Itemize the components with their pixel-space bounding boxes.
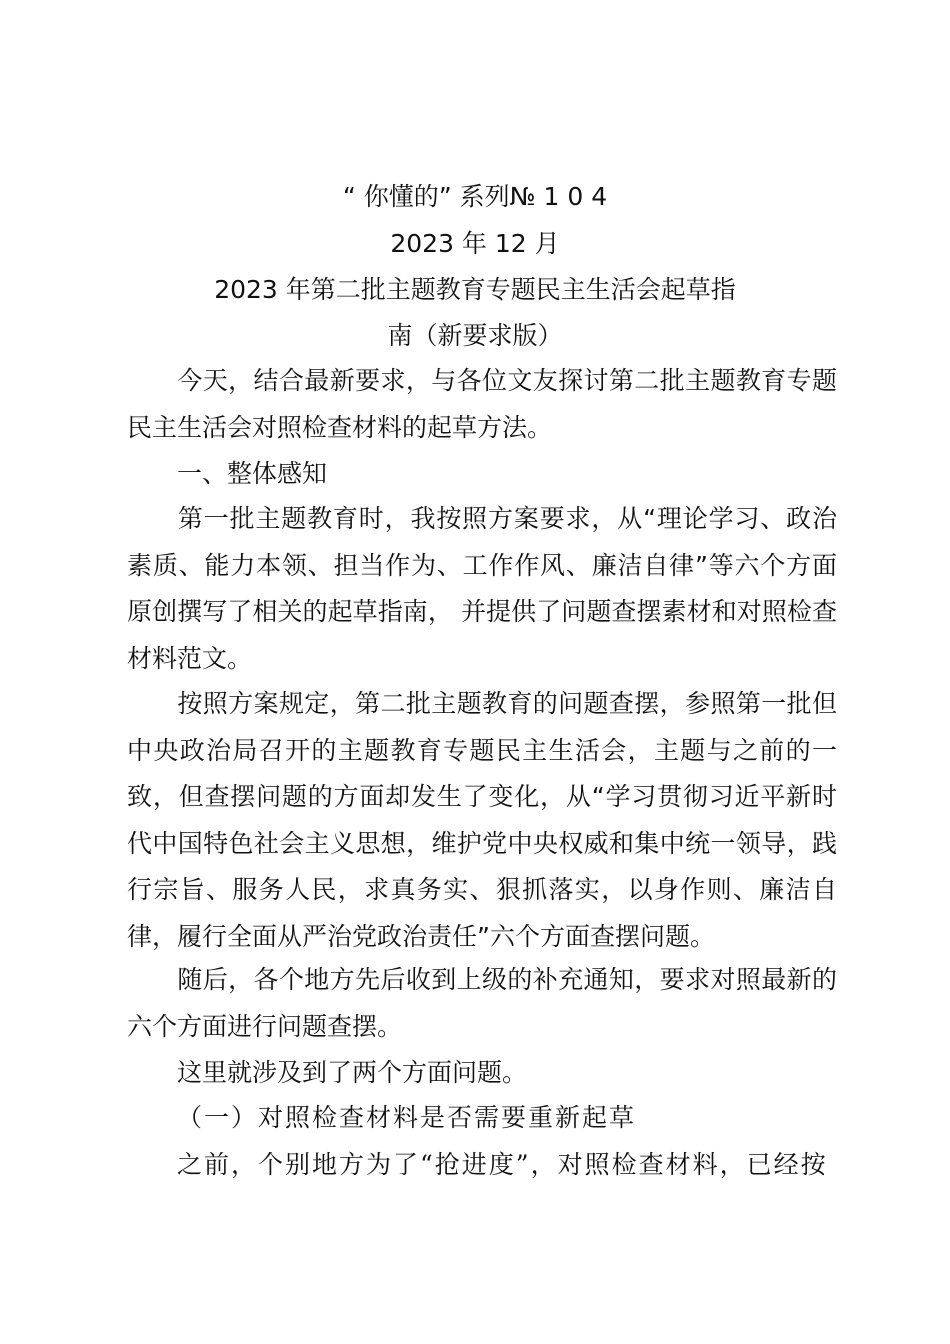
paragraph-notice: [127, 957, 837, 1050]
series-line: “ 你懂的” 系列№ 1 0 4: [342, 182, 608, 211]
paragraph-intro: [127, 358, 837, 451]
document-title-line-2: 南（新要求版）: [387, 321, 563, 350]
paragraph-notice-text: 随后，各个地方先后收到上级的补充通知，要求对照最新的六个方面进行问题查摆。: [127, 965, 837, 1041]
paragraph-first-batch-text: 第一批主题教育时，我按照方案要求，从“理论学习、政治素质、能力本领、担当作为、工作作风、廉洁自律”等六个方面原创撰写了相关的起草指南， 并提供了问题查摆素材和对照检查材料范文。: [127, 504, 837, 673]
section-heading-1: 一、整体感知: [177, 459, 328, 488]
document-title-line-1: 2023 年第二批主题教育专题民主生活会起草指: [214, 275, 736, 304]
date-line: 2023 年 12 月: [390, 229, 560, 258]
paragraph-first-batch: [127, 496, 837, 682]
paragraph-second-batch-text: 按照方案规定，第二批主题教育的问题查摆，参照第一批但中央政治局召开的主题教育专题民主生活会，主题与之前的一致，但查摆问题的方面却发生了变化，从“学习贯彻习近平新时代中国特色社会主义思想，维护党中央权威和集中统一领导，践行宗旨、服务人民，求真务实、狠抓落实，以身作则、廉洁自律，履行全面从严治党政治责任”六个方面查摆问题。: [127, 689, 837, 951]
subheading-1: （一）对照检查材料是否需要重新起草: [177, 1103, 637, 1132]
paragraph-intro-text: 今天，结合最新要求，与各位文友探讨第二批主题教育专题民主生活会对照检查材料的起草方法。: [127, 366, 837, 442]
paragraph-second-batch: [127, 681, 837, 960]
paragraph-previous: 之前，个别地方为了“抢进度”，对照检查材料，已经按: [177, 1150, 828, 1179]
paragraph-two-issues: 这里就涉及到了两个方面问题。: [177, 1058, 528, 1087]
